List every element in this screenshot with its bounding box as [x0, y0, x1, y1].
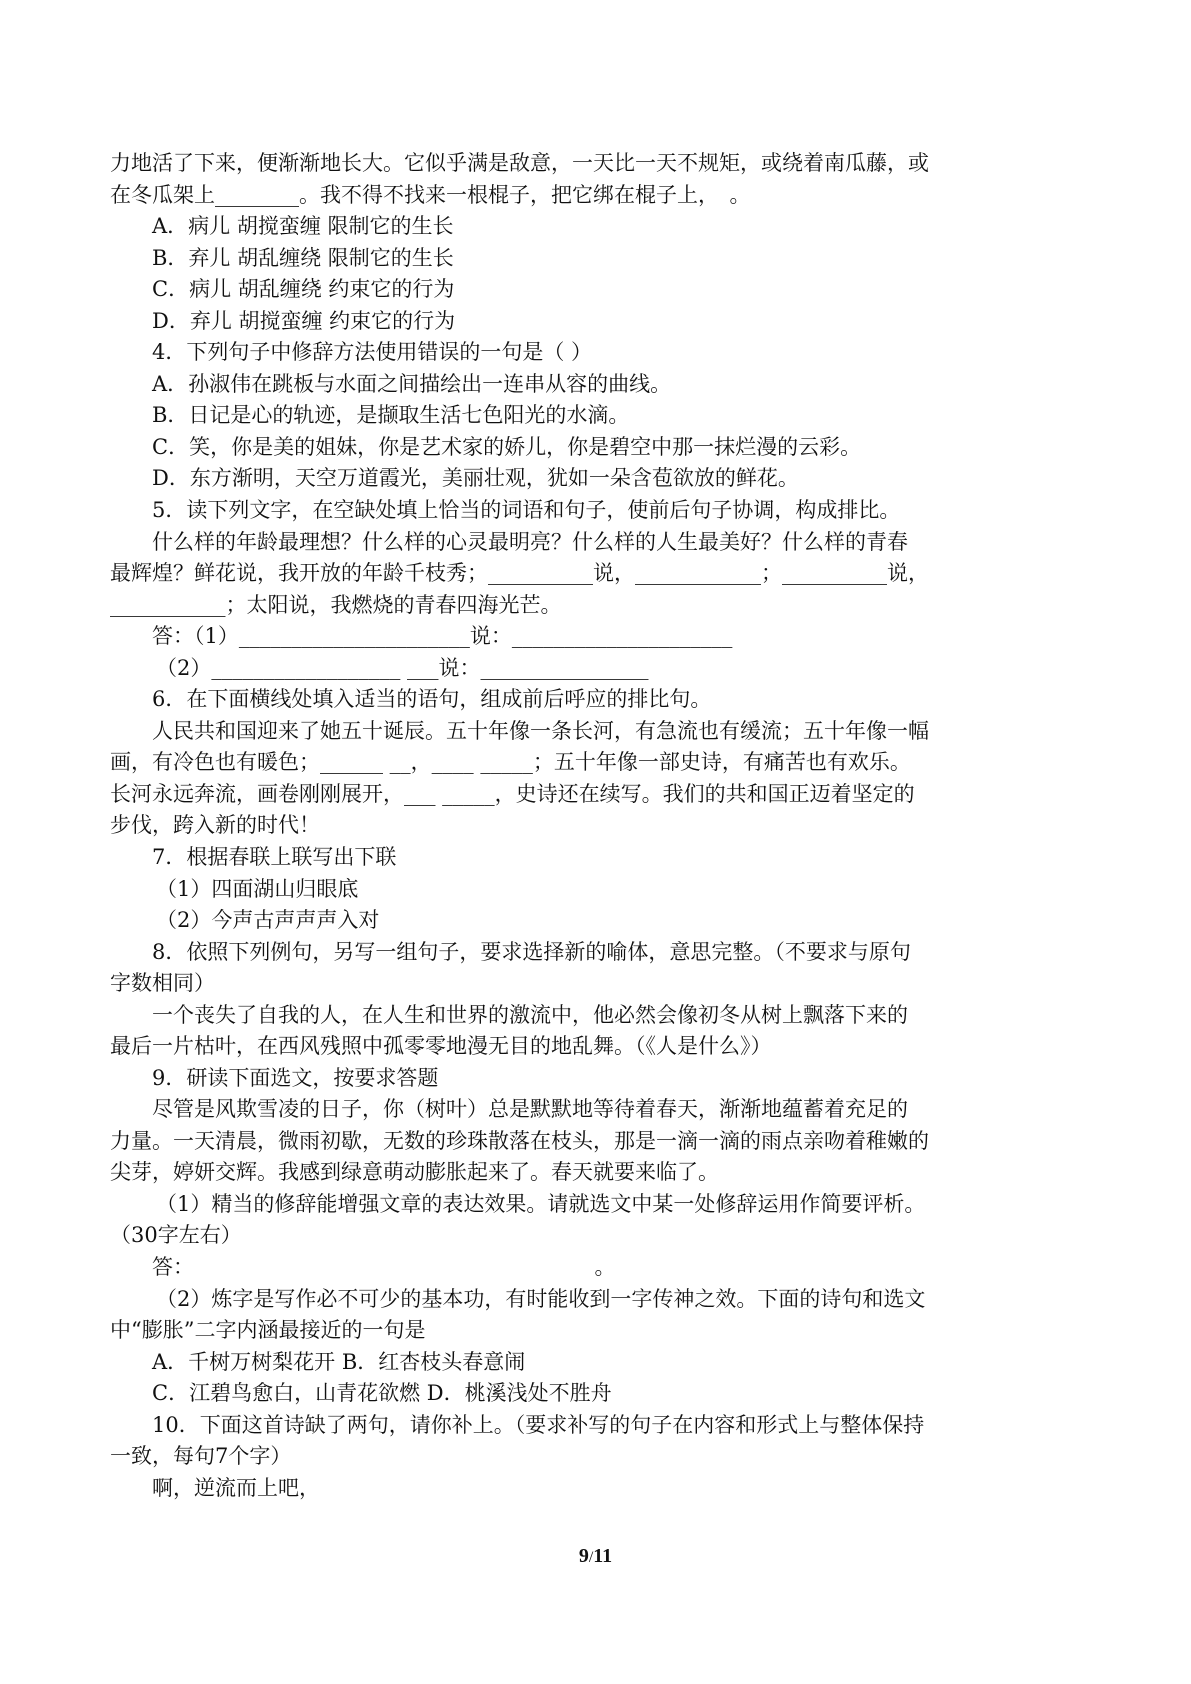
text-line: 力量。一天清晨，微雨初歇，无数的珍珠散落在枝头，那是一滴一滴的雨点亲吻着稚嫩的 [110, 1129, 929, 1153]
text-line: 步伐，跨入新的时代！ [110, 813, 320, 837]
text-line: （1）精当的修辞能增强文章的表达效果。请就选文中某一处修辞运用作简要评析。 [156, 1192, 926, 1216]
text-line: 一致，每句7个字） [110, 1444, 292, 1468]
text-line: 画，有冷色也有暖色；______ __，____ _____；五十年像一部史诗，有痛苦也有欢乐。 [110, 750, 911, 774]
text-line: （2）今声古声声声入对 [156, 908, 380, 932]
text-line: （30字左右） [110, 1223, 242, 1247]
option-line: C．笑，你是美的姐妹，你是艺术家的娇儿，你是碧空中那一抹烂漫的云彩。 [152, 435, 862, 459]
option-line: C．江碧鸟愈白，山青花欲燃 D．桃溪浅处不胜舟 [152, 1381, 612, 1405]
text-line: 尖芽，婷妍交辉。我感到绿意萌动膨胀起来了。春天就要来临了。 [110, 1160, 719, 1184]
option-line: D．东方渐明，天空万道霞光，美丽壮观，犹如一朵含苞欲放的鲜花。 [152, 466, 799, 490]
text-line: 啊，逆流而上吧， [152, 1476, 320, 1500]
text-line: 尽管是风欺雪凌的日子，你（树叶）总是默默地等待着春天，渐渐地蕴蓄着充足的 [152, 1097, 908, 1121]
option-line: A．孙淑伟在跳板与水面之间描绘出一连串从容的曲线。 [152, 372, 672, 396]
answer-line: 答：（1）______________________说：_____________________ [152, 624, 733, 648]
page-number [0, 1545, 1191, 1568]
answer-line: 答： 。 [152, 1255, 616, 1279]
option-line: B．弃儿 胡乱缠绕 限制它的生长 [152, 246, 454, 270]
question-line: 4．下列句子中修辞方法使用错误的一句是（ ） [152, 340, 593, 364]
text-line: 最后一片枯叶，在西风残照中孤零零地漫无目的地乱舞。（《人是什么》） [110, 1034, 772, 1058]
text-line: 一个丧失了自我的人，在人生和世界的激流中，他必然会像初冬从树上飘落下来的 [152, 1003, 908, 1027]
text-line: 力地活了下来，便渐渐地长大。它似乎满是敌意，一天比一天不规矩，或绕着南瓜藤，或 [110, 151, 929, 175]
page-total: 11 [593, 1545, 613, 1567]
text-line: （2）炼字是写作必不可少的基本功，有时能收到一字传神之效。下面的诗句和选文 [156, 1287, 926, 1311]
answer-line: （2）__________________ ___说：________________ [156, 656, 649, 680]
question-line: 7．根据春联上联写出下联 [152, 845, 397, 869]
page-separator: / [588, 1549, 594, 1566]
text-line: 在冬瓜架上________。我不得不找来一根棍子，把它绑在棍子上， 。 [110, 183, 751, 207]
question-line: 8．依照下列例句，另写一组句子，要求选择新的喻体，意思完整。（不要求与原句 [152, 940, 911, 964]
option-line: D．弃儿 胡搅蛮缠 约束它的行为 [152, 309, 456, 333]
text-line: （1）四面湖山归眼底 [156, 877, 359, 901]
option-line: A．千树万树梨花开 B．红杏枝头春意闹 [152, 1350, 526, 1374]
text-line: 人民共和国迎来了她五十诞辰。五十年像一条长河，有急流也有缓流；五十年像一幅 [152, 719, 929, 743]
text-line: 长河永远奔流，画卷刚刚展开，___ _____，史诗还在续写。我们的共和国正迈着坚定的 [110, 782, 915, 806]
text-line: 什么样的年龄最理想？什么样的心灵最明亮？什么样的人生最美好？什么样的青春 [152, 530, 908, 554]
text-line: 字数相同） [110, 971, 215, 995]
option-line: B．日记是心的轨迹，是撷取生活七色阳光的水滴。 [152, 403, 630, 427]
text-line: ___________；太阳说，我燃烧的青春四海光芒。 [110, 593, 562, 617]
text-line: 最辉煌？鲜花说，我开放的年龄千枝秀；__________说，____________；__________说， [110, 561, 929, 585]
question-line: 5．读下列文字，在空缺处填上恰当的词语和句子，使前后句子协调，构成排比。 [152, 498, 901, 522]
option-line: A．病儿 胡搅蛮缠 限制它的生长 [152, 214, 454, 238]
question-line: 6．在下面横线处填入适当的语句，组成前后呼应的排比句。 [152, 687, 712, 711]
question-line: 10．下面这首诗缺了两句，请你补上。（要求补写的句子在内容和形式上与整体保持 [152, 1413, 925, 1437]
option-line: C．病儿 胡乱缠绕 约束它的行为 [152, 277, 455, 301]
page-current: 9 [578, 1545, 589, 1567]
text-line: 中“膨胀”二字内涵最接近的一句是 [110, 1318, 426, 1342]
question-line: 9．研读下面选文，按要求答题 [152, 1066, 439, 1090]
